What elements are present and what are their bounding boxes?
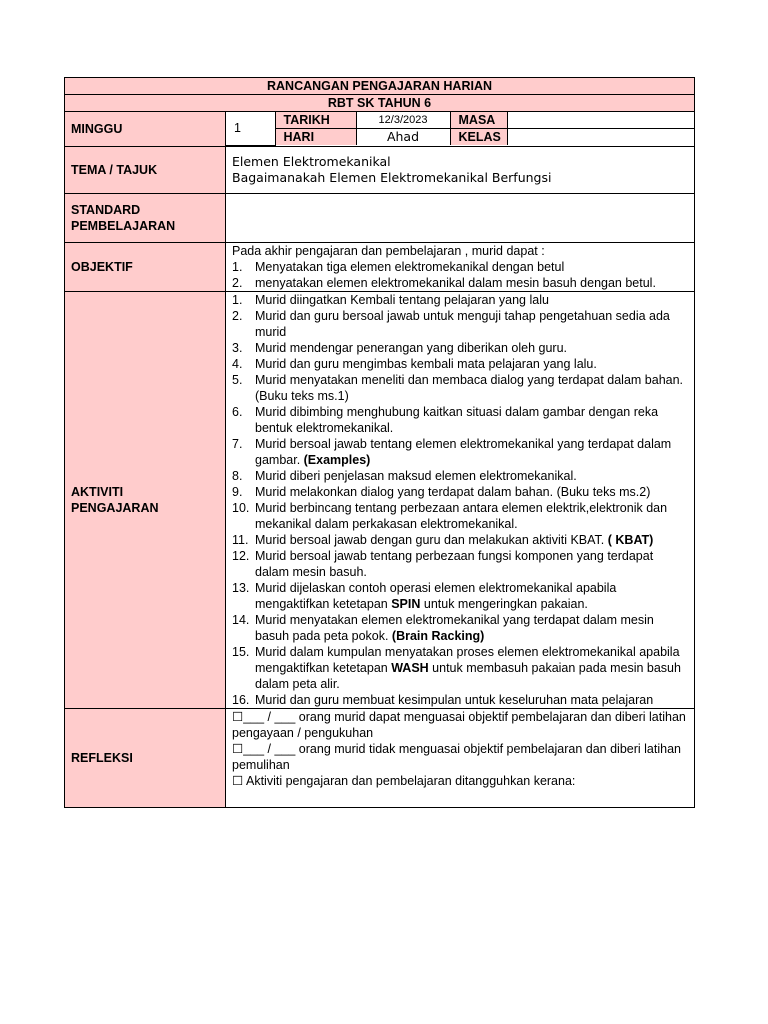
aktiviti-content — [226, 291, 695, 708]
aktiviti-item-bold-note: (Examples) — [303, 452, 371, 467]
aktiviti-item-number: 13. — [232, 580, 250, 595]
aktiviti-item-text: Murid mendengar penerangan yang diberikan oleh guru. — [255, 340, 568, 355]
kelas-value[interactable] — [507, 129, 695, 146]
aktiviti-item-text: Murid dan guru membuat kesimpulan untuk keseluruhan mata pelajaran — [255, 692, 654, 707]
aktiviti-item-text: Murid diingatkan Kembali tentang pelajaran yang lalu — [255, 292, 549, 307]
aktiviti-item — [232, 612, 688, 644]
aktiviti-item-text: Murid menyatakan elemen elektromekanikal yang terdapat dalam mesin basuh pada peta pokok. — [255, 612, 654, 643]
aktiviti-item-text: Murid dan guru mengimbas kembali mata pelajaran yang lalu. — [255, 356, 597, 371]
aktiviti-item-number: 10. — [232, 500, 250, 515]
aktiviti-item-text: Murid dan guru bersoal jawab untuk menguji tahap pengetahuan sedia ada murid — [255, 308, 670, 339]
aktiviti-item-number: 14. — [232, 612, 250, 627]
aktiviti-label-line-1: AKTIVITI — [71, 484, 124, 499]
aktiviti-item-text: Murid bersoal jawab tentang perbezaan fungsi komponen yang terdapat dalam mesin basuh. — [255, 548, 654, 579]
minggu-row — [226, 112, 695, 147]
aktiviti-item — [232, 500, 688, 532]
aktiviti-item — [232, 484, 688, 500]
masa-label: MASA — [450, 112, 507, 129]
aktiviti-item-text-end: untuk membasuh pakaian pada mesin basuh dalam peta alir. — [255, 660, 681, 691]
aktiviti-item-text: Murid menyatakan meneliti dan membaca dialog yang terdapat dalam bahan. (Buku teks ms.1) — [255, 372, 684, 403]
aktiviti-item-number: 1. — [232, 292, 243, 307]
aktiviti-item-bold-note: (Brain Racking) — [391, 628, 485, 643]
aktiviti-item-number: 16. — [232, 692, 250, 707]
aktiviti-item-text: Murid dijelaskan contoh operasi elemen elektromekanikal apabila mengaktifkan ketetapan — [255, 580, 617, 611]
standard-label — [65, 193, 226, 242]
objektif-list — [232, 259, 688, 291]
tema-line-2: Bagaimanakah Elemen Elektromekanikal Berfungsi — [232, 169, 552, 185]
objektif-item-number: 2. — [232, 275, 243, 290]
objektif-item-number: 1. — [232, 259, 243, 274]
masa-value[interactable] — [507, 112, 695, 129]
aktiviti-item-number: 12. — [232, 548, 250, 563]
aktiviti-item-text: Murid bersoal jawab dengan guru dan melakukan aktiviti KBAT. — [255, 532, 608, 547]
tarikh-label: TARIKH — [275, 112, 356, 129]
refleksi-line-2: ☐___ / ___ orang murid tidak menguasai objektif pembelajaran dan diberi latihan pemulihan — [232, 741, 681, 772]
aktiviti-label-line-2: PENGAJARAN — [71, 500, 159, 515]
objektif-item — [232, 275, 688, 291]
aktiviti-item-number: 2. — [232, 308, 243, 323]
aktiviti-item — [232, 340, 688, 356]
aktiviti-item — [232, 468, 688, 484]
aktiviti-item — [232, 404, 688, 436]
minggu-value: 1 — [226, 112, 275, 145]
aktiviti-item-number: 5. — [232, 372, 243, 387]
objektif-item-text: menyatakan elemen elektromekanikal dalam mesin basuh dengan betul. — [255, 275, 656, 290]
tema-label: TEMA / TAJUK — [65, 146, 226, 193]
tarikh-value[interactable]: 12/3/2023 — [356, 112, 450, 129]
aktiviti-item-number: 9. — [232, 484, 243, 499]
standard-label-line-1: STANDARD — [71, 202, 141, 217]
refleksi-line-3: ☐ Aktiviti pengajaran dan pembelajaran ditangguhkan kerana: — [232, 773, 576, 788]
aktiviti-item-text: Murid berbincang tentang perbezaan antara elemen elektrik,elektronik dan mekanikal dalam perkakasan elektromekanikal. — [255, 500, 668, 531]
minggu-label: MINGGU — [65, 112, 226, 147]
aktiviti-item — [232, 644, 688, 692]
aktiviti-item-text: Murid diberi penjelasan maksud elemen elektromekanikal. — [255, 468, 577, 483]
aktiviti-item-number: 7. — [232, 436, 243, 451]
kelas-label: KELAS — [450, 129, 507, 146]
aktiviti-item-keyword: SPIN — [391, 596, 421, 611]
aktiviti-item-bold-note: ( KBAT) — [607, 532, 654, 547]
aktiviti-item-text: Murid dibimbing menghubung kaitkan situasi dalam gambar dengan reka bentuk elektromekanikal. — [255, 404, 659, 435]
objektif-label: OBJEKTIF — [65, 242, 226, 291]
aktiviti-item-number: 3. — [232, 340, 243, 355]
aktiviti-item-number: 11. — [232, 532, 249, 547]
tema-content — [226, 146, 695, 193]
refleksi-content — [226, 708, 695, 807]
aktiviti-item-text: Murid bersoal jawab tentang elemen elektromekanikal yang terdapat dalam gambar. — [255, 436, 672, 467]
aktiviti-item-number: 4. — [232, 356, 243, 371]
objektif-content — [226, 242, 695, 291]
aktiviti-item — [232, 436, 688, 468]
aktiviti-item-number: 15. — [232, 644, 250, 659]
aktiviti-item — [232, 548, 688, 580]
aktiviti-item — [232, 372, 688, 404]
aktiviti-label — [65, 291, 226, 708]
hari-value[interactable]: Ahad — [356, 129, 450, 146]
aktiviti-item — [232, 356, 688, 372]
tema-line-1: Elemen Elektromekanikal — [232, 153, 391, 169]
aktiviti-item — [232, 532, 688, 548]
aktiviti-item — [232, 692, 688, 708]
aktiviti-item-text: Murid melakonkan dialog yang terdapat dalam bahan. (Buku teks ms.2) — [255, 484, 651, 499]
standard-value[interactable] — [226, 193, 695, 242]
aktiviti-item-number: 8. — [232, 468, 243, 483]
aktiviti-item-number: 6. — [232, 404, 243, 419]
objektif-item — [232, 259, 688, 275]
aktiviti-item — [232, 580, 688, 612]
aktiviti-item-keyword: WASH — [391, 660, 429, 675]
document-title: RANCANGAN PENGAJARAN HARIAN — [65, 78, 695, 95]
rph-table — [64, 77, 695, 808]
aktiviti-item-text-end: untuk mengeringkan pakaian. — [420, 596, 588, 611]
refleksi-label: REFLEKSI — [65, 708, 226, 807]
aktiviti-item-text: Murid dalam kumpulan menyatakan proses elemen elektromekanikal apabila mengaktifkan ketetapan — [255, 644, 680, 675]
objektif-intro: Pada akhir pengajaran dan pembelajaran , murid dapat : — [232, 243, 545, 258]
refleksi-line-1: ☐___ / ___ orang murid dapat menguasai objektif pembelajaran dan diberi latihan pengayaan / pengukuhan — [232, 709, 686, 740]
aktiviti-item — [232, 308, 688, 340]
objektif-item-text: Menyatakan tiga elemen elektromekanikal dengan betul — [255, 259, 565, 274]
standard-label-line-2: PEMBELAJARAN — [71, 218, 176, 233]
document-subtitle: RBT SK TAHUN 6 — [65, 95, 695, 112]
aktiviti-item — [232, 292, 688, 308]
hari-label: HARI — [275, 129, 356, 146]
aktiviti-list — [232, 292, 688, 708]
